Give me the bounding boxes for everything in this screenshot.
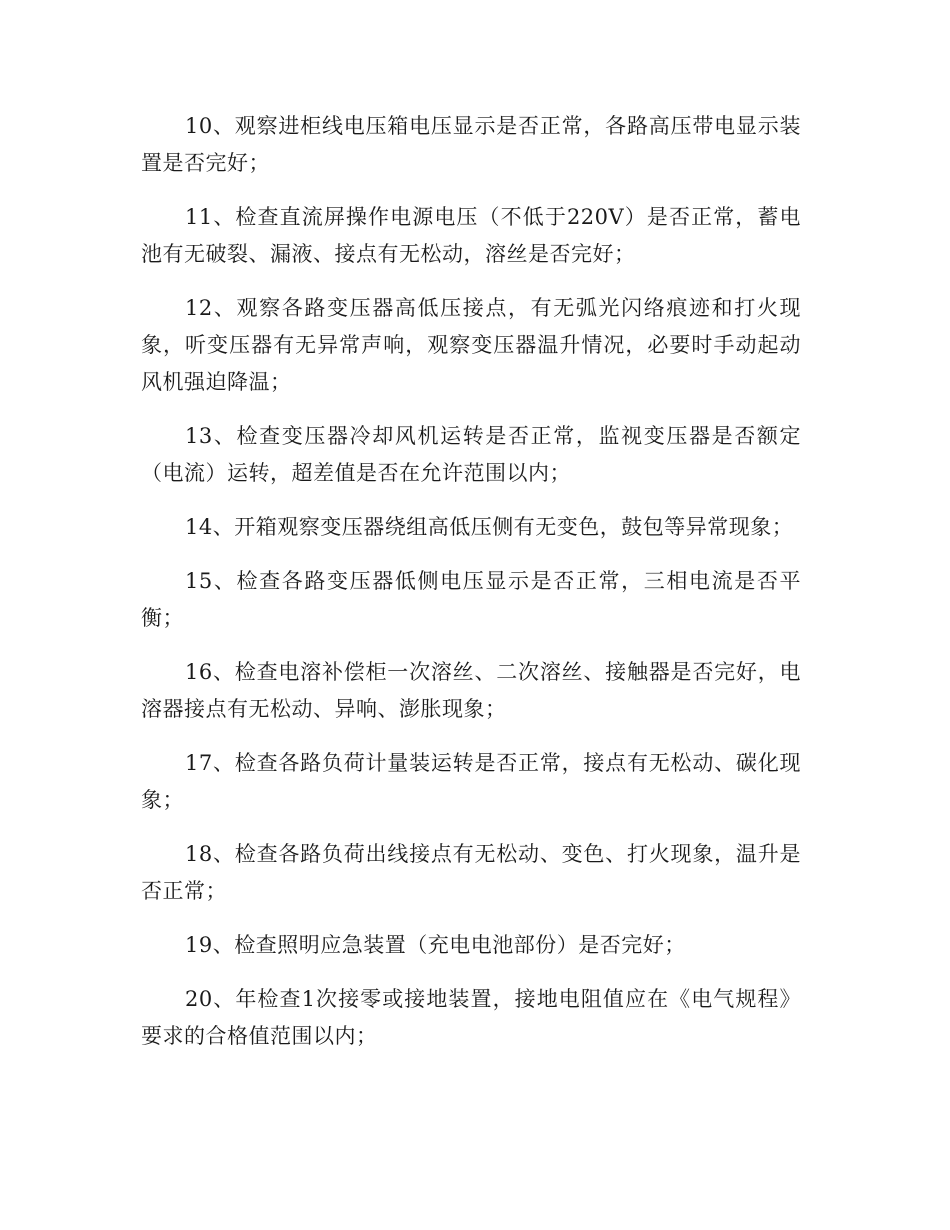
paragraph-item-18: 18、检查各路负荷出线接点有无松动、变色、打火现象，温升是否正常；	[141, 842, 801, 903]
paragraph-item-12: 12、观察各路变压器高低压接点，有无弧光闪络痕迹和打火现象，听变压器有无异常声响，观察变压器温升情况，必要时手动起动风机强迫降温；	[141, 296, 801, 394]
paragraph-item-10: 10、观察进柜线电压箱电压显示是否正常，各路高压带电显示装置是否完好；	[141, 114, 801, 175]
paragraph-item-17: 17、检查各路负荷计量装运转是否正常，接点有无松动、碳化现象；	[141, 751, 801, 812]
paragraph-item-16: 16、检查电溶补偿柜一次溶丝、二次溶丝、接触器是否完好，电溶器接点有无松动、异响、澎胀现象；	[141, 660, 801, 721]
paragraph-item-11: 11、检查直流屏操作电源电压（不低于220V）是否正常，蓄电池有无破裂、漏液、接点有无松动，溶丝是否完好；	[141, 205, 801, 266]
paragraph-item-14: 14、开箱观察变压器绕组高低压侧有无变色，鼓包等异常现象；	[185, 515, 794, 539]
paragraph-item-13: 13、检查变压器冷却风机运转是否正常，监视变压器是否额定（电流）运转，超差值是否在允许范围以内；	[141, 424, 801, 485]
paragraph-item-15: 15、检查各路变压器低侧电压显示是否正常，三相电流是否平衡；	[141, 569, 801, 630]
document-body	[141, 108, 801, 1072]
paragraph-item-20: 20、年检查1次接零或接地装置，接地电阻值应在《电气规程》要求的合格值范围以内；	[141, 987, 801, 1048]
paragraph-item-19: 19、检查照明应急装置（充电电池部份）是否完好；	[185, 933, 686, 957]
